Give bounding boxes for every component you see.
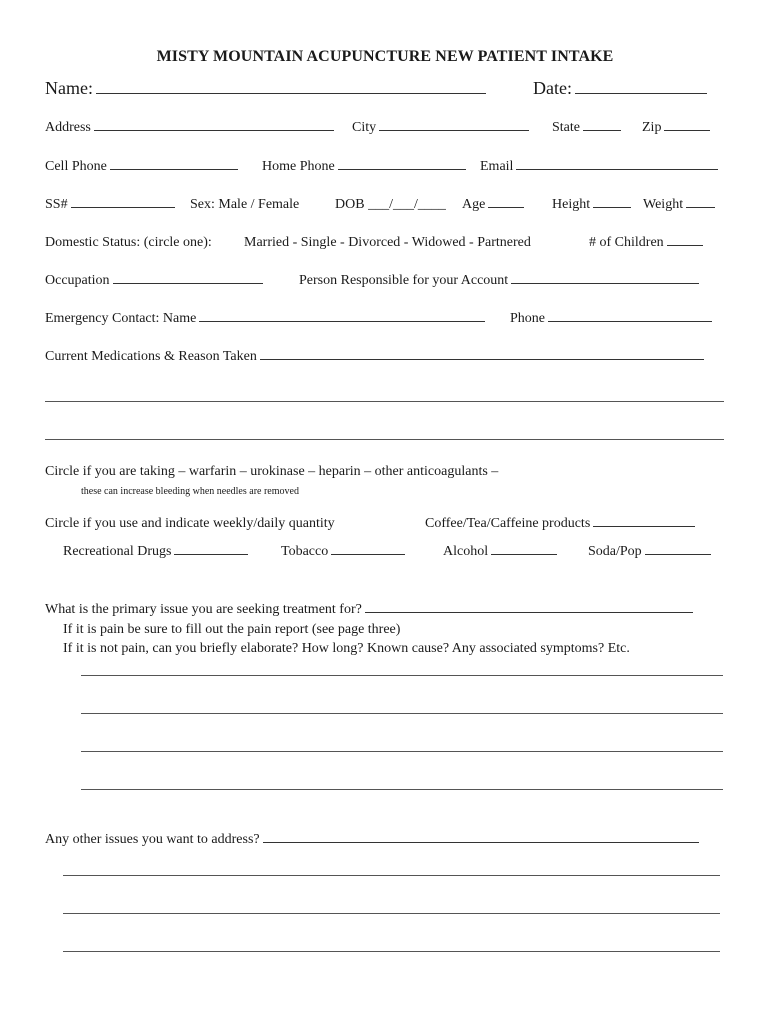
dob-field[interactable]: ___/___/____ — [368, 197, 446, 212]
name-field[interactable] — [96, 92, 486, 94]
recreational-label: Recreational Drugs — [63, 544, 172, 559]
primary-issue-line-3[interactable] — [81, 751, 723, 752]
emergency-group — [45, 311, 485, 327]
soda-group — [588, 544, 711, 560]
emergency-phone-group — [510, 311, 712, 327]
medications-line-3[interactable] — [45, 439, 724, 440]
city-field[interactable] — [379, 129, 529, 131]
zip-field[interactable] — [664, 129, 710, 131]
form-title: MISTY MOUNTAIN ACUPUNCTURE NEW PATIENT INTAKE — [156, 48, 614, 65]
responsible-label: Person Responsible for your Account — [299, 273, 509, 288]
zip-label: Zip — [642, 120, 662, 135]
soda-field[interactable] — [645, 553, 711, 555]
responsible-group — [299, 273, 699, 289]
recreational-field[interactable] — [174, 553, 248, 555]
date-field[interactable] — [575, 92, 707, 94]
other-issues-line-3[interactable] — [63, 951, 720, 952]
primary-issue-line-2[interactable] — [81, 713, 723, 714]
email-field[interactable] — [516, 168, 718, 170]
children-group — [589, 235, 703, 251]
occupation-label: Occupation — [45, 273, 110, 288]
not-pain-note: If it is not pain, can you briefly elaborate? How long? Known cause? Any associated symptoms? Etc. — [63, 641, 630, 656]
occupation-field[interactable] — [113, 282, 263, 284]
recreational-group — [63, 544, 248, 560]
address-label: Address — [45, 120, 91, 135]
ss-label: SS# — [45, 197, 68, 212]
age-group — [462, 197, 524, 213]
cell-phone-group — [45, 159, 238, 175]
responsible-field[interactable] — [511, 282, 699, 284]
medications-group — [45, 349, 704, 365]
dob-group — [335, 197, 446, 213]
name-label: Name: — [45, 78, 93, 98]
tobacco-label: Tobacco — [281, 544, 329, 559]
dob-label: DOB — [335, 197, 365, 212]
email-label: Email — [480, 159, 514, 174]
occupation-group — [45, 273, 263, 289]
emergency-phone-field[interactable] — [548, 320, 712, 322]
zip-group — [642, 120, 710, 136]
coffee-group — [425, 516, 695, 532]
home-phone-field[interactable] — [338, 168, 466, 170]
tobacco-group — [281, 544, 405, 560]
age-field[interactable] — [488, 206, 524, 208]
other-issues-line-1[interactable] — [63, 875, 720, 876]
emergency-name-field[interactable] — [199, 320, 485, 322]
domestic-status-label: Domestic Status: (circle one): — [45, 235, 212, 250]
city-group — [352, 120, 529, 136]
state-group — [552, 120, 621, 136]
soda-label: Soda/Pop — [588, 544, 642, 559]
weight-label: Weight — [643, 197, 684, 212]
state-label: State — [552, 120, 580, 135]
domestic-status-options[interactable]: Married - Single - Divorced - Widowed - Partnered — [244, 235, 531, 250]
state-field[interactable] — [583, 129, 621, 131]
anticoagulants-prompt[interactable]: Circle if you are taking – warfarin – urokinase – heparin – other anticoagulants – — [45, 464, 499, 479]
home-phone-group — [262, 159, 466, 175]
email-group — [480, 159, 718, 175]
address-group — [45, 120, 334, 136]
sex-option[interactable]: Sex: Male / Female — [190, 197, 300, 212]
weight-field[interactable] — [686, 206, 715, 208]
address-field[interactable] — [94, 129, 334, 131]
anticoagulants-note: these can increase bleeding when needles are removed — [81, 486, 299, 497]
home-phone-label: Home Phone — [262, 159, 335, 174]
other-issues-group — [45, 832, 699, 848]
date-row — [533, 78, 707, 98]
primary-issue-field[interactable] — [365, 611, 693, 613]
use-quantity-label: Circle if you use and indicate weekly/daily quantity — [45, 516, 335, 531]
children-field[interactable] — [667, 244, 703, 246]
primary-issue-label: What is the primary issue you are seeking treatment for? — [45, 602, 362, 617]
other-issues-label: Any other issues you want to address? — [45, 832, 260, 847]
cell-phone-field[interactable] — [110, 168, 238, 170]
primary-issue-line-1[interactable] — [81, 675, 723, 676]
city-label: City — [352, 120, 377, 135]
weight-group — [643, 197, 715, 213]
other-issues-field[interactable] — [263, 841, 699, 843]
medications-label: Current Medications & Reason Taken — [45, 349, 257, 364]
coffee-field[interactable] — [593, 525, 695, 527]
cell-phone-label: Cell Phone — [45, 159, 107, 174]
height-group — [552, 197, 631, 213]
height-field[interactable] — [593, 206, 631, 208]
children-label: # of Children — [589, 235, 664, 250]
alcohol-group — [443, 544, 557, 560]
primary-issue-line-4[interactable] — [81, 789, 723, 790]
emergency-phone-label: Phone — [510, 311, 545, 326]
emergency-label: Emergency Contact: Name — [45, 311, 197, 326]
coffee-label: Coffee/Tea/Caffeine products — [425, 516, 591, 531]
age-label: Age — [462, 197, 486, 212]
medications-field[interactable] — [260, 358, 704, 360]
alcohol-label: Alcohol — [443, 544, 489, 559]
other-issues-line-2[interactable] — [63, 913, 720, 914]
date-label: Date: — [533, 78, 572, 98]
pain-note: If it is pain be sure to fill out the pain report (see page three) — [63, 622, 401, 637]
name-row — [45, 78, 486, 98]
ss-field[interactable] — [71, 206, 175, 208]
tobacco-field[interactable] — [331, 553, 405, 555]
medications-line-2[interactable] — [45, 401, 724, 402]
primary-issue-group — [45, 602, 693, 618]
alcohol-field[interactable] — [491, 553, 557, 555]
ss-group — [45, 197, 175, 213]
height-label: Height — [552, 197, 591, 212]
